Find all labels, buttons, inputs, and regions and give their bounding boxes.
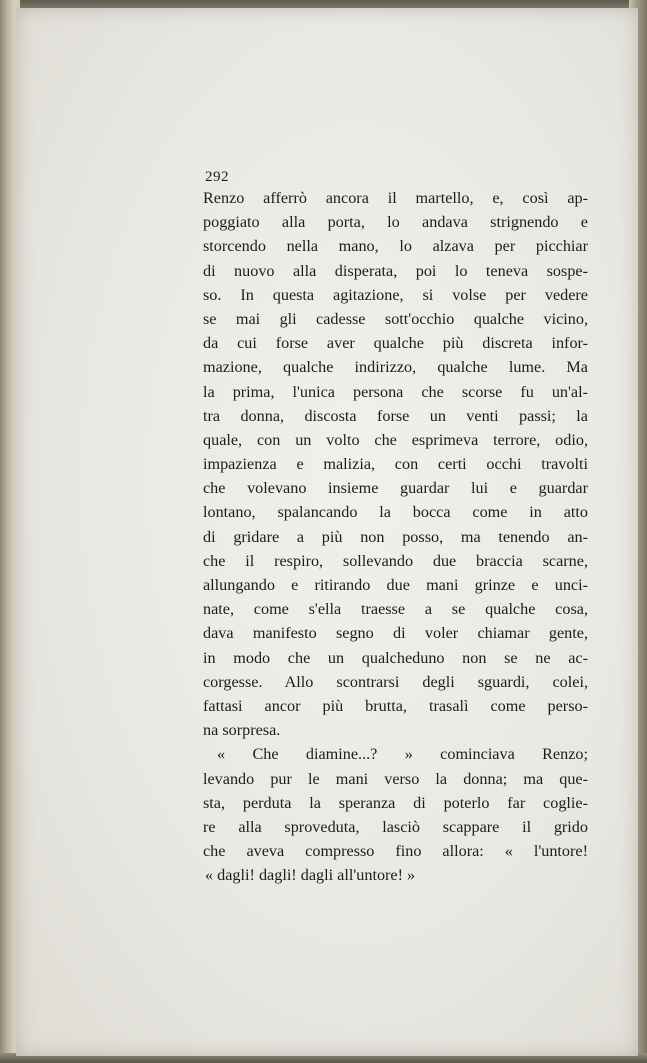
- text-line: che il respiro, sollevando due braccia scarne,: [203, 551, 588, 570]
- text-line: fattasi ancor più brutta, trasalì come perso-: [203, 696, 588, 715]
- book-page: [16, 8, 638, 1056]
- text-line: dava manifesto segno di voler chiamar gente,: [203, 624, 588, 643]
- text-line: re alla sproveduta, lasciò scappare il grido: [203, 817, 588, 836]
- text-line: quale, con un volto che esprimeva terrore, odio,: [203, 430, 588, 449]
- text-line: « Che diamine...? » cominciava Renzo;: [217, 745, 588, 764]
- text-line: che volevano insieme guardar lui e guardar: [203, 479, 588, 498]
- text-line: Renzo afferrò ancora il martello, e, così ap-: [203, 189, 588, 207]
- text-line: nate, come s'ella traesse a se qualche cosa,: [203, 600, 588, 619]
- text-line: na sorpresa.: [203, 721, 281, 740]
- text-line: storcendo nella mano, lo alzava per picchiar: [203, 237, 588, 256]
- text-line: da cui forse aver qualche più discreta infor-: [203, 334, 588, 353]
- text-line: se mai gli cadesse sott'occhio qualche vicino,: [203, 309, 588, 328]
- text-line: allungando e ritirando due mani grinze e unci-: [203, 576, 588, 594]
- text-block: [203, 168, 588, 887]
- text-line: levando pur le mani verso la donna; ma que-: [203, 769, 588, 788]
- text-line: mazione, qualche indirizzo, qualche lume. Ma: [203, 358, 588, 377]
- text-line: « dagli! dagli! dagli all'untore! »: [205, 866, 416, 885]
- page-number: 292: [205, 169, 229, 185]
- text-line: poggiato alla porta, lo andava strignendo e: [203, 213, 588, 232]
- text-line: corgesse. Allo scontrarsi degli sguardi, colei,: [203, 672, 588, 691]
- text-line: lontano, spalancando la bocca come in atto: [203, 503, 588, 522]
- text-line: sta, perduta la speranza di poterlo far coglie-: [203, 793, 588, 812]
- text-line: la prima, l'unica persona che scorse fu un'al-: [203, 382, 588, 401]
- text-line: in modo che un qualcheduno non se ne ac-: [203, 648, 588, 667]
- text-line: impazienza e malizia, con certi occhi travolti: [203, 455, 588, 474]
- text-line: so. In questa agitazione, si volse per vedere: [203, 285, 588, 304]
- text-line: tra donna, discosta forse un venti passi; la: [203, 406, 588, 425]
- text-line: di nuovo alla disperata, poi lo teneva sospe-: [203, 261, 588, 280]
- text-line: di gridare a più non posso, ma tenendo an-: [203, 527, 588, 546]
- text-line: che aveva compresso fino allora: « l'untore!: [203, 842, 588, 861]
